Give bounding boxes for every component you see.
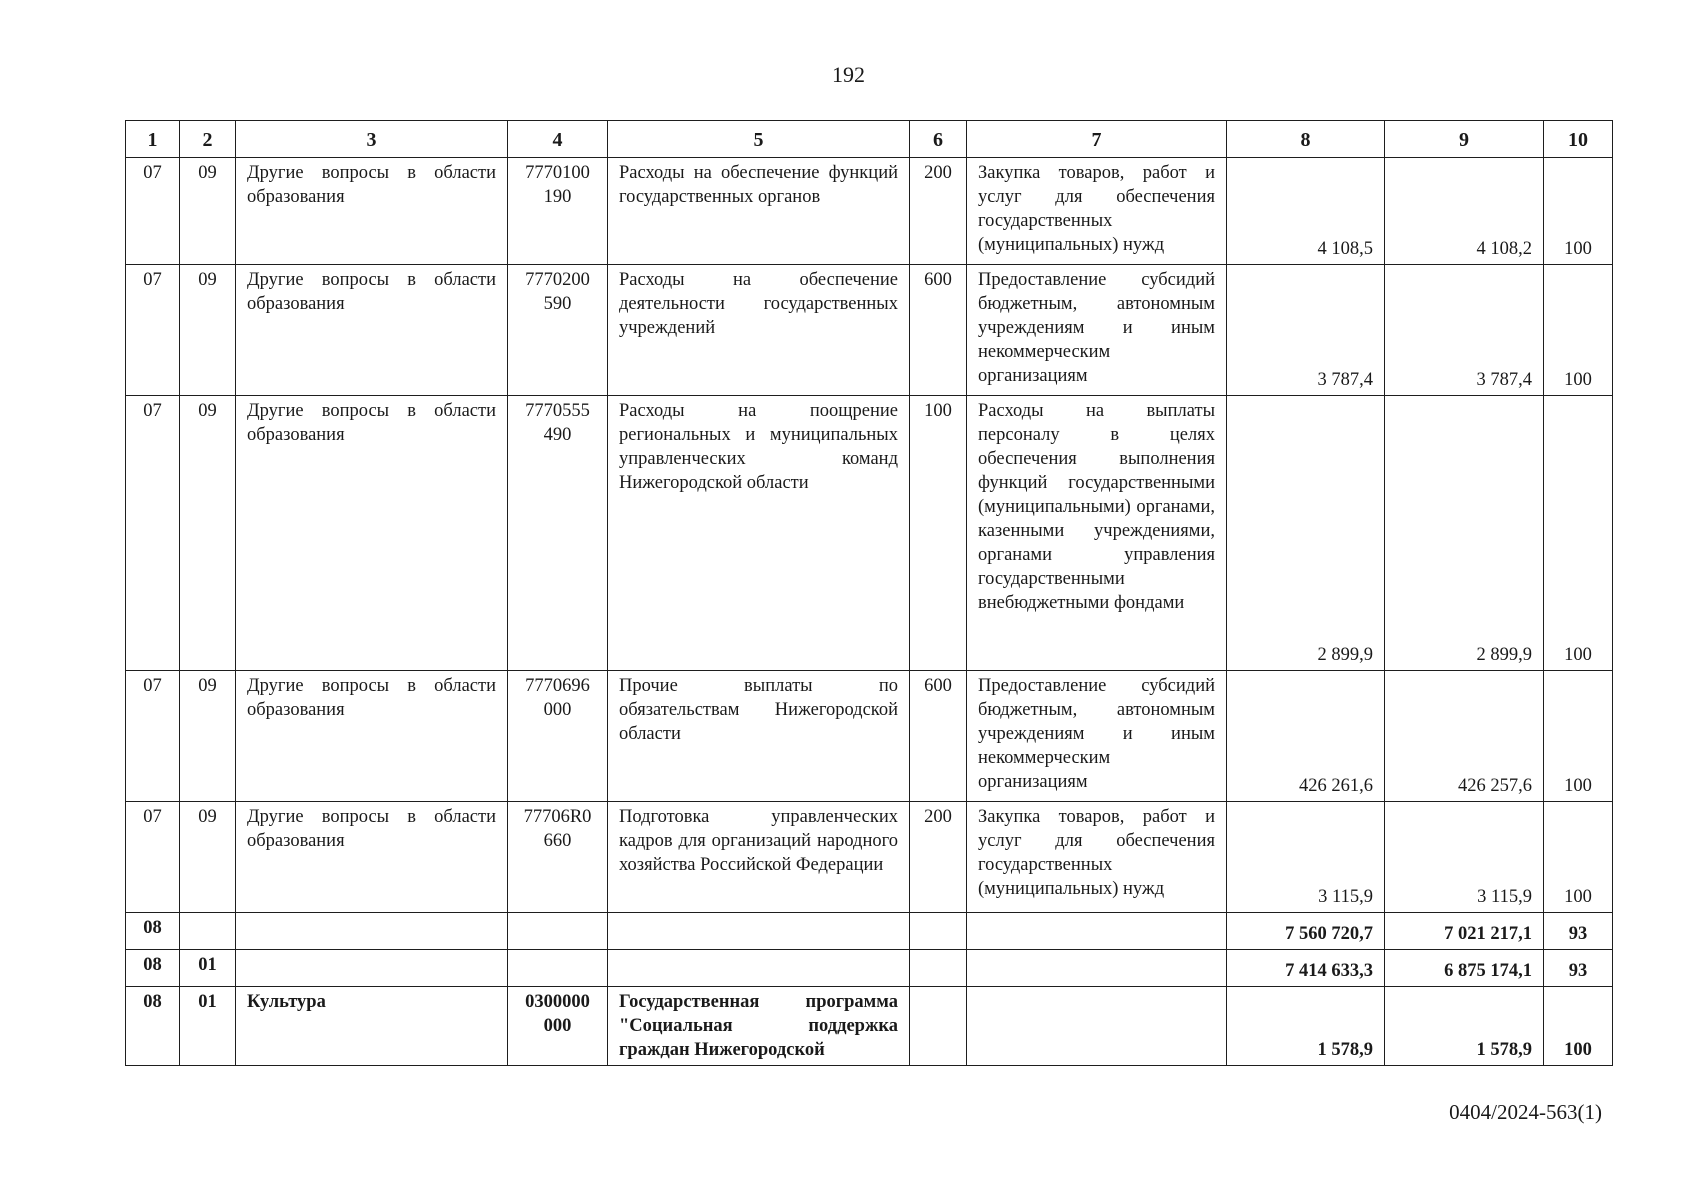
expense-type-code: 200 — [910, 158, 967, 265]
actual-amount: 1 578,9 — [1385, 987, 1544, 1066]
expense-type-code: 200 — [910, 802, 967, 913]
section-code: 07 — [126, 265, 180, 396]
column-header: 5 — [608, 121, 910, 158]
column-header: 6 — [910, 121, 967, 158]
subsection-code: 01 — [180, 950, 236, 987]
column-header: 8 — [1227, 121, 1385, 158]
planned-amount: 3 787,4 — [1227, 265, 1385, 396]
section-name: Культура — [236, 987, 508, 1066]
target-article — [508, 950, 608, 987]
column-header: 2 — [180, 121, 236, 158]
column-header: 9 — [1385, 121, 1544, 158]
expense-type-code: 100 — [910, 396, 967, 671]
section-name: Другие вопросы в области образования — [236, 671, 508, 802]
table-row — [126, 265, 1613, 396]
article-name: Расходы на обеспечение деятельности государственных учреждений — [608, 265, 910, 396]
expense-type-name: Закупка товаров, работ и услуг для обеспечения государственных (муниципальных) нужд — [967, 802, 1227, 913]
article-name: Подготовка управленческих кадров для организаций народного хозяйства Российской Федерации — [608, 802, 910, 913]
section-code: 07 — [126, 396, 180, 671]
planned-amount: 7 414 633,3 — [1227, 950, 1385, 987]
target-article: 7770100 190 — [508, 158, 608, 265]
column-header: 1 — [126, 121, 180, 158]
expense-type-code — [910, 987, 967, 1066]
execution-percent: 93 — [1544, 913, 1613, 950]
page-number: 192 — [832, 62, 865, 87]
subsection-code — [180, 913, 236, 950]
planned-amount: 4 108,5 — [1227, 158, 1385, 265]
expense-type-name — [967, 950, 1227, 987]
target-article — [508, 913, 608, 950]
article-name: Государственная программа "Социальная поддержка граждан Нижегородской — [608, 987, 910, 1066]
execution-percent: 100 — [1544, 396, 1613, 671]
section-name — [236, 913, 508, 950]
expense-type-name — [967, 987, 1227, 1066]
planned-amount: 426 261,6 — [1227, 671, 1385, 802]
actual-amount: 6 875 174,1 — [1385, 950, 1544, 987]
expense-type-code: 600 — [910, 671, 967, 802]
actual-amount: 2 899,9 — [1385, 396, 1544, 671]
article-name: Расходы на поощрение региональных и муниципальных управленческих команд Нижегородской области — [608, 396, 910, 671]
expense-type-code — [910, 950, 967, 987]
column-header: 7 — [967, 121, 1227, 158]
expense-type-name — [967, 913, 1227, 950]
subsection-code: 09 — [180, 396, 236, 671]
execution-percent: 100 — [1544, 802, 1613, 913]
article-name — [608, 950, 910, 987]
execution-percent: 100 — [1544, 265, 1613, 396]
execution-percent: 100 — [1544, 987, 1613, 1066]
expense-type-code — [910, 913, 967, 950]
subtotal-row — [126, 950, 1613, 987]
actual-amount: 4 108,2 — [1385, 158, 1544, 265]
section-code: 08 — [126, 987, 180, 1066]
table-row — [126, 987, 1613, 1066]
planned-amount: 1 578,9 — [1227, 987, 1385, 1066]
subsection-code: 01 — [180, 987, 236, 1066]
planned-amount: 7 560 720,7 — [1227, 913, 1385, 950]
execution-percent: 100 — [1544, 671, 1613, 802]
subsection-code: 09 — [180, 265, 236, 396]
expense-type-code: 600 — [910, 265, 967, 396]
budget-table — [125, 120, 1613, 1066]
expense-type-name: Предоставление субсидий бюджетным, автономным учреждениям и иным некоммерческим организациям — [967, 671, 1227, 802]
subsection-code: 09 — [180, 158, 236, 265]
table-row — [126, 802, 1613, 913]
table-row — [126, 158, 1613, 265]
section-code: 07 — [126, 158, 180, 265]
section-name: Другие вопросы в области образования — [236, 265, 508, 396]
section-name: Другие вопросы в области образования — [236, 158, 508, 265]
expense-type-name: Расходы на выплаты персоналу в целях обеспечения выполнения функций государственными (муниципальными) органами, казенными учреждениями, органами управления государственными внебюджетными фондами — [967, 396, 1227, 671]
subsection-code: 09 — [180, 671, 236, 802]
section-name: Другие вопросы в области образования — [236, 802, 508, 913]
section-code: 07 — [126, 802, 180, 913]
expense-type-name: Закупка товаров, работ и услуг для обеспечения государственных (муниципальных) нужд — [967, 158, 1227, 265]
section-code: 08 — [126, 950, 180, 987]
table-row — [126, 671, 1613, 802]
column-header: 4 — [508, 121, 608, 158]
article-name: Расходы на обеспечение функций государственных органов — [608, 158, 910, 265]
actual-amount: 3 787,4 — [1385, 265, 1544, 396]
article-name — [608, 913, 910, 950]
expense-type-name: Предоставление субсидий бюджетным, автономным учреждениям и иным некоммерческим организациям — [967, 265, 1227, 396]
actual-amount: 3 115,9 — [1385, 802, 1544, 913]
column-header: 3 — [236, 121, 508, 158]
target-article: 77706R0 660 — [508, 802, 608, 913]
execution-percent: 93 — [1544, 950, 1613, 987]
document-code: 0404/2024-563(1) — [1449, 1100, 1602, 1124]
actual-amount: 426 257,6 — [1385, 671, 1544, 802]
section-name: Другие вопросы в области образования — [236, 396, 508, 671]
header-row — [126, 121, 1613, 158]
planned-amount: 2 899,9 — [1227, 396, 1385, 671]
target-article: 0300000 000 — [508, 987, 608, 1066]
subsection-code: 09 — [180, 802, 236, 913]
section-name — [236, 950, 508, 987]
planned-amount: 3 115,9 — [1227, 802, 1385, 913]
actual-amount: 7 021 217,1 — [1385, 913, 1544, 950]
target-article: 7770200 590 — [508, 265, 608, 396]
target-article: 7770696 000 — [508, 671, 608, 802]
column-header: 10 — [1544, 121, 1613, 158]
subtotal-row — [126, 913, 1613, 950]
target-article: 7770555 490 — [508, 396, 608, 671]
article-name: Прочие выплаты по обязательствам Нижегородской области — [608, 671, 910, 802]
table-row — [126, 396, 1613, 671]
section-code: 07 — [126, 671, 180, 802]
execution-percent: 100 — [1544, 158, 1613, 265]
section-code: 08 — [126, 913, 180, 950]
